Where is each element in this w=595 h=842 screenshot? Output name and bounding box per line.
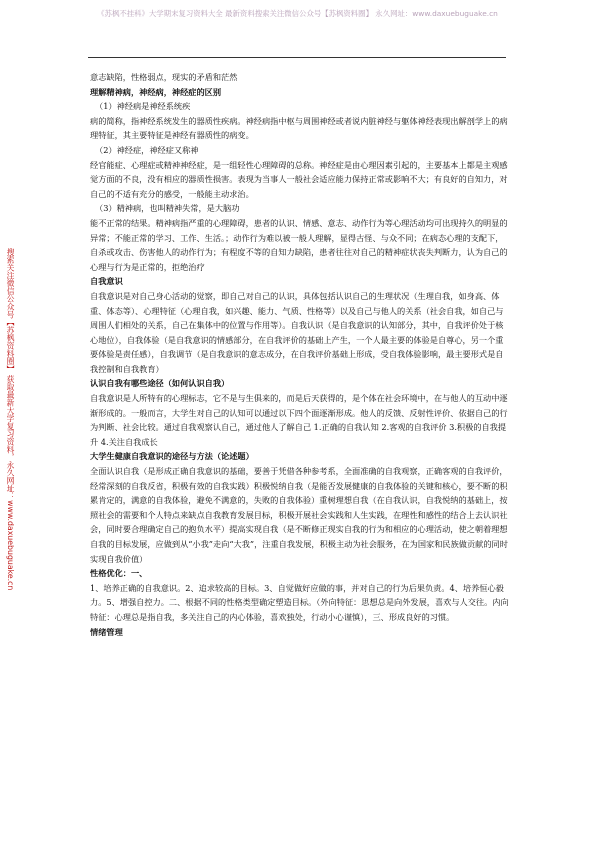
section-heading-know-yourself: 认识自我有哪些途径（如何认识自我） <box>90 378 230 389</box>
page-header-banner: 《苏枫不挂科》大学期末复习资料大全 最新资料搜索关注微信公众号【苏枫资料圈】 永久网址：www.daxuebuguake.cn <box>97 9 498 18</box>
document-body <box>90 70 510 639</box>
header-divider <box>88 57 506 58</box>
sidebar-watermark: 搜索关注微信公众号【苏枫资料圈】 获取最新大学复习资料，永久网址：www.daxuebuguake.cn <box>6 248 15 591</box>
section-heading-self-awareness: 自我意识 <box>90 276 123 287</box>
section-heading-personality-optimization: 性格优化：一、 <box>90 568 148 579</box>
section-heading-neurosis-difference: 理解精神病，神经病，神经症的区别 <box>90 86 222 97</box>
paragraph: 病的简称，指神经系统发生的器质性疾病。神经病指中枢与周围神经或者说内脏神经与躯体神经表现出解剖学上的病理特征，其主要特征是神经有器质性的病变。 <box>90 115 508 141</box>
sub-item: （2）神经症，神经症又称神 <box>95 144 199 155</box>
sub-item: （3）精神病，也叫精神失常，是大脑功 <box>95 203 240 214</box>
paragraph: 能不正常的结果。精神病指严重的心理障碍，患者的认识、情感、意志、动作行为等心理活动均可出现持久的明显的异常；不能正常的学习、工作、生活。；动作行为难以被一般人理解，显得古怪、与众不同；在病态心理的支配下，自杀或攻击、伤害他人的动作行为；有程度不等的自知力缺陷，患者往往对自己的精神症状丧失判断力，认为自己的心理与行为是正常的，拒绝治疗 <box>90 217 508 272</box>
section-heading-emotion-management: 情绪管理 <box>90 626 123 637</box>
paragraph: 全面认识自我（是形成正确自我意识的基础，要善于凭借各种参考系，全面准确的自我观察，正确客观的自我评价，经常深刻的自我反省，积极有效的自我实践）积极悦纳自我（是能否发展健康的自我体验的关键和核心，要不断的积累肯定的，满意的自我体验，避免不满意的，失败的自我体验）重树理想自我（在自我认识，自我悦纳的基础上，按照社会的需要和个人特点来缺点自我教育发展目标，积极开展社会实践和人生实践，在理性和感性的结合上去认识社会，同时要合理确定自己的抱负水平）提高实现自我（是不断修正现实自我的行为和相应的心理活动，使之朝着理想自我的目标发展，应做到从“小我”走向“大我”，注重自我发展，积极主动为社会服务，在为国家和民族做贡献的同时实现自我价值） <box>90 466 508 564</box>
sub-item: （1）神经病是神经系统疾 <box>95 101 191 112</box>
paragraph: 自我意识是对自己身心活动的觉察，即自己对自己的认识，具体包括认识自己的生理状况（生理自我，如身高、体重、体态等）、心理特征（心理自我，如兴趣、能力、气质、性格等）以及自己与他人的关系（社会自我，如自己与周围人们相处的关系，自己在集体中的位置与作用等）。自我认识（是自我意识的认知部分，其中，自我评价处于核心地位），自我体验（是自我意识的情感部分，在自我评价的基础上产生，一个人最主要的体验是自尊心，另一个重要体验是责任感），自我调节（是自我意识的意志成分，在自我评价基础上形成，受自我体验影响，最主要形式是自我控制和自我教育） <box>90 290 504 374</box>
paragraph: 自我意识是人所特有的心理标志，它不是与生俱来的，而是后天获得的，是个体在社会环境中，在与他人的互动中逐渐形成的。一般而言，大学生对自己的认知可以通过以下四个面逐渐形成。他人的反馈、反射性评价、依据自己的行为判断、社会比较。通过自我观察认自己，通过他人了解自己 1.正确的自我认知 2.客观的自我评价 3.积极的自我提升 4.关注自我成长 <box>90 393 508 447</box>
paragraph: 意志缺陷，性格弱点，现实的矛盾和茫然 <box>90 72 238 82</box>
paragraph: 经官能症、心理症或精神神经症，是一组轻性心理障碍的总称。神经症是由心理因素引起的，主要基本上都是主观感觉方面的不良，没有相应的器质性损害。表现为当事人一般社会适应能力保持正常或影响不大；有良好的自知力，对自己的不适有充分的感受，一般能主动求治。 <box>90 159 508 199</box>
section-heading-healthy-self-awareness: 大学生健康自我意识的途径与方法（论述题） <box>90 451 254 462</box>
paragraph: 1、培养正确的自我意识。2、追求较高的目标。3、自觉做好应做的事，并对自己的行为后果负责。4、培养恒心毅力。5、增强自控力。二、根据不同的性格类型确定塑造目标。（外向特征：思想总是向外发展，喜欢与人交往。内向特征：心理总是指自我，多关注自己的内心体验，喜欢独处，行动小心谨慎），三、形成良好的习惯。 <box>90 582 509 622</box>
